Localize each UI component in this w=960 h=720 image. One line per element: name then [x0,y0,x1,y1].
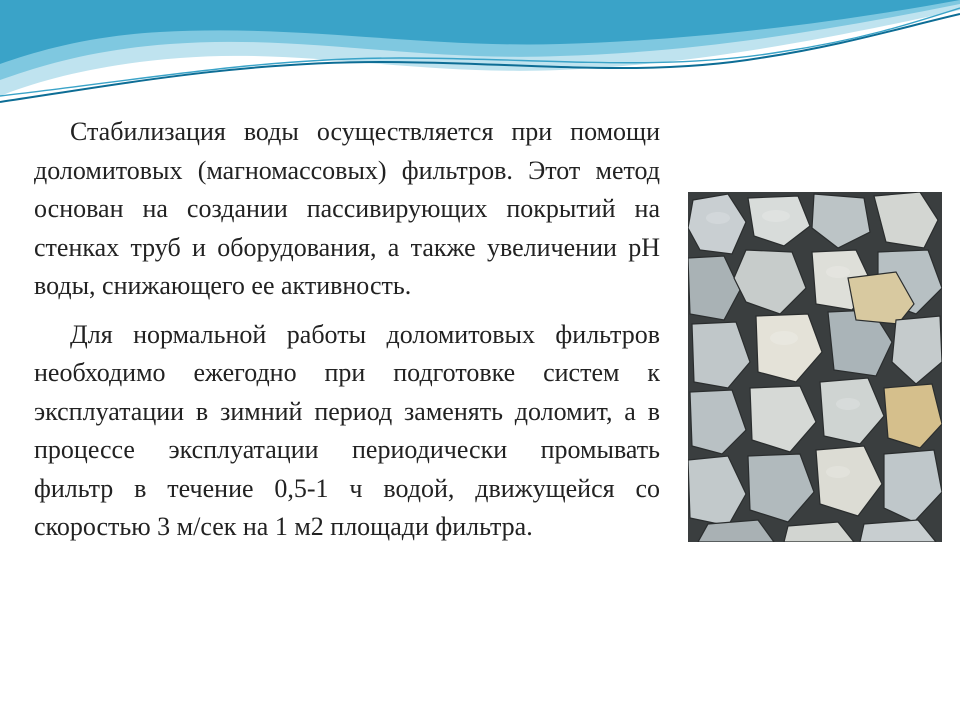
paragraph-filter-maintenance: Для нормальной работы доломитовых фильтров необходимо ежегодно при подготовке систем к эксплуатации в зимний период заменять доломит, а в процессе эксплуатации периодически промывать фильтр в течение 0,5-1 ч водой, движущейся со скоростью 3 м/сек на 1 м2 площади фильтра. [34,319,660,541]
header-wave-decoration [0,0,960,120]
slide-text [34,113,660,557]
dolomite-gravel-image [688,192,942,542]
paragraph-stabilization: Стабилизация воды осуществляется при помощи доломитовых (магномассовых) фильтров. Этот метод основан на создании пассивирующих покрытий на стенках труб и оборудования, а также увеличении pH воды, снижающего ее активность. [34,117,660,300]
